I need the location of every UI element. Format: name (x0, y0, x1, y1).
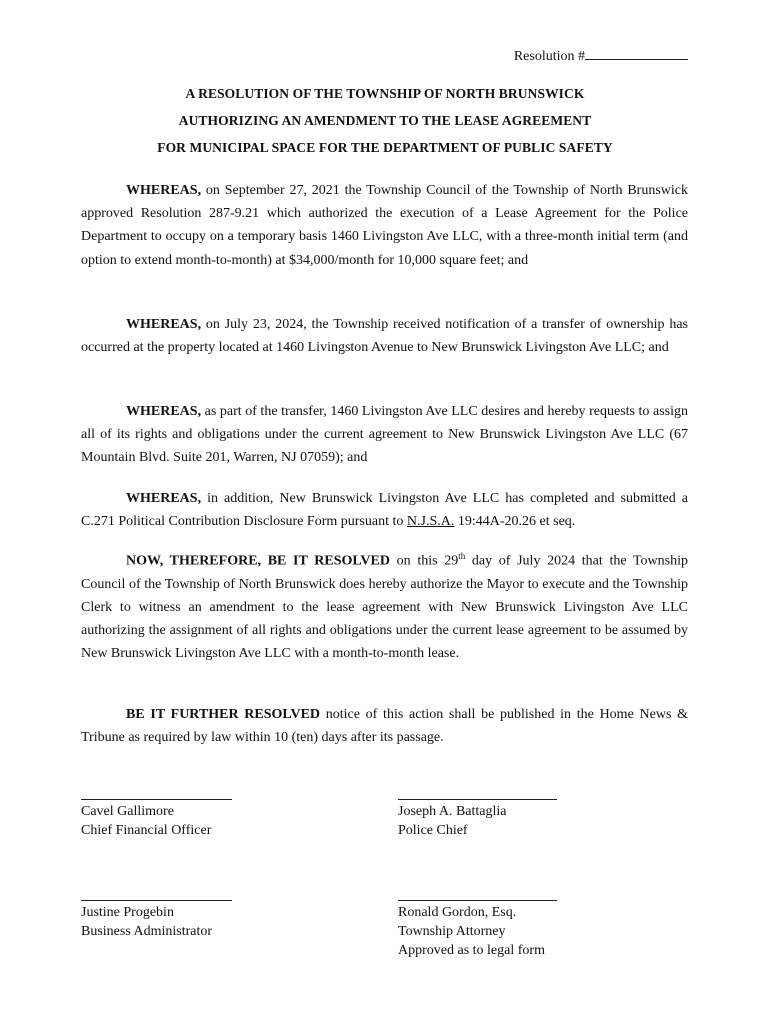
signatory-title: Business Administrator (81, 924, 213, 939)
whereas-paragraph-1 (81, 179, 688, 272)
statute-citation: N.J.S.A. (406, 514, 455, 530)
title-line-1: A RESOLUTION OF THE TOWNSHIP OF NORTH BRUNSWICK (185, 86, 585, 101)
signatory-title: Chief Financial Officer (81, 823, 212, 838)
signatory-name: Cavel Gallimore (81, 804, 174, 819)
signatory-title: Police Chief (398, 823, 468, 838)
paragraph-text: on July 23, 2024, the Township received notification of a transfer of ownership has occurred at the property located at 1460 Livingston Avenue to New Brunswick Livingston Ave LLC; and (81, 317, 688, 356)
signatory-name: Joseph A. Battaglia (398, 804, 507, 819)
signature-line (398, 799, 557, 800)
paragraph-text: 19:44A-20.26 et seq. (454, 514, 576, 530)
resolved-lead: NOW, THEREFORE, BE IT RESOLVED (126, 553, 390, 569)
signature-line (81, 799, 232, 800)
paragraph-text: on this 29 (389, 553, 459, 569)
signature-block-police-chief (398, 799, 557, 840)
paragraph-text: notice of this action shall be published in the Home News & Tribune as required by law within 10 (ten) days after its passage. (81, 707, 688, 746)
whereas-paragraph-4 (81, 487, 688, 533)
resolution-number-blank (585, 47, 688, 60)
whereas-paragraph-2 (81, 313, 688, 359)
whereas-lead: WHEREAS, (126, 183, 202, 198)
signature-line (81, 900, 232, 901)
signature-block-township-attorney (398, 900, 557, 960)
title-line-3: FOR MUNICIPAL SPACE FOR THE DEPARTMENT OF PUBLIC SAFETY (157, 140, 613, 155)
whereas-lead: WHEREAS, (126, 491, 202, 506)
further-resolved-paragraph (81, 703, 688, 749)
signatory-note: Approved as to legal form (398, 943, 545, 958)
ordinal-suffix: th (458, 551, 466, 561)
paragraph-text: on September 27, 2021 the Township Council of the Township of North Brunswick approved Resolution 287-9.21 which authorized the execution of a Lease Agreement for the Police Department to occupy on a temporary basis 1460 Livingston Ave LLC, with a three-month initial term (and option to extend month-to-month) at $34,000/month for 10,000 square feet; and (81, 183, 688, 268)
resolution-number-label: Resolution # (513, 49, 585, 64)
whereas-paragraph-3 (81, 400, 688, 470)
signature-line (398, 900, 557, 901)
paragraph-text: day of July 2024 that the Township Council of the Township of North Brunswick does hereby authorize the Mayor to execute and the Township Clerk to witness an amendment to the lease agreement with New Brunswick Livingston Ave LLC authorizing the assignment of all rights and obligations under the current lease agreement to be assumed by New Brunswick Livingston Ave LLC with a month-to-month lease. (81, 553, 688, 662)
document-title (82, 80, 688, 161)
resolved-paragraph (81, 545, 688, 666)
signature-block-business-administrator (81, 900, 232, 941)
paragraph-text: in addition, New Brunswick Livingston Ave LLC has completed and submitted a C.271 Political Contribution Disclosure Form pursuant to (81, 491, 688, 530)
resolution-number-field (514, 47, 688, 65)
signatory-name: Justine Progebin (81, 905, 174, 920)
whereas-lead: WHEREAS, (126, 317, 202, 332)
further-resolved-lead: BE IT FURTHER RESOLVED (126, 707, 321, 722)
signatory-title: Township Attorney (398, 924, 506, 939)
signatory-name: Ronald Gordon, Esq. (398, 905, 517, 920)
signature-block-cfo (81, 799, 232, 840)
whereas-lead: WHEREAS, (126, 404, 202, 419)
paragraph-text: as part of the transfer, 1460 Livingston Ave LLC desires and hereby requests to assign all of its rights and obligations under the current agreement to New Brunswick Livingston Ave LLC (67 Mountain Blvd. Suite 201, Warren, NJ 07059); and (81, 404, 688, 466)
title-line-2: AUTHORIZING AN AMENDMENT TO THE LEASE AGREEMENT (178, 113, 592, 128)
